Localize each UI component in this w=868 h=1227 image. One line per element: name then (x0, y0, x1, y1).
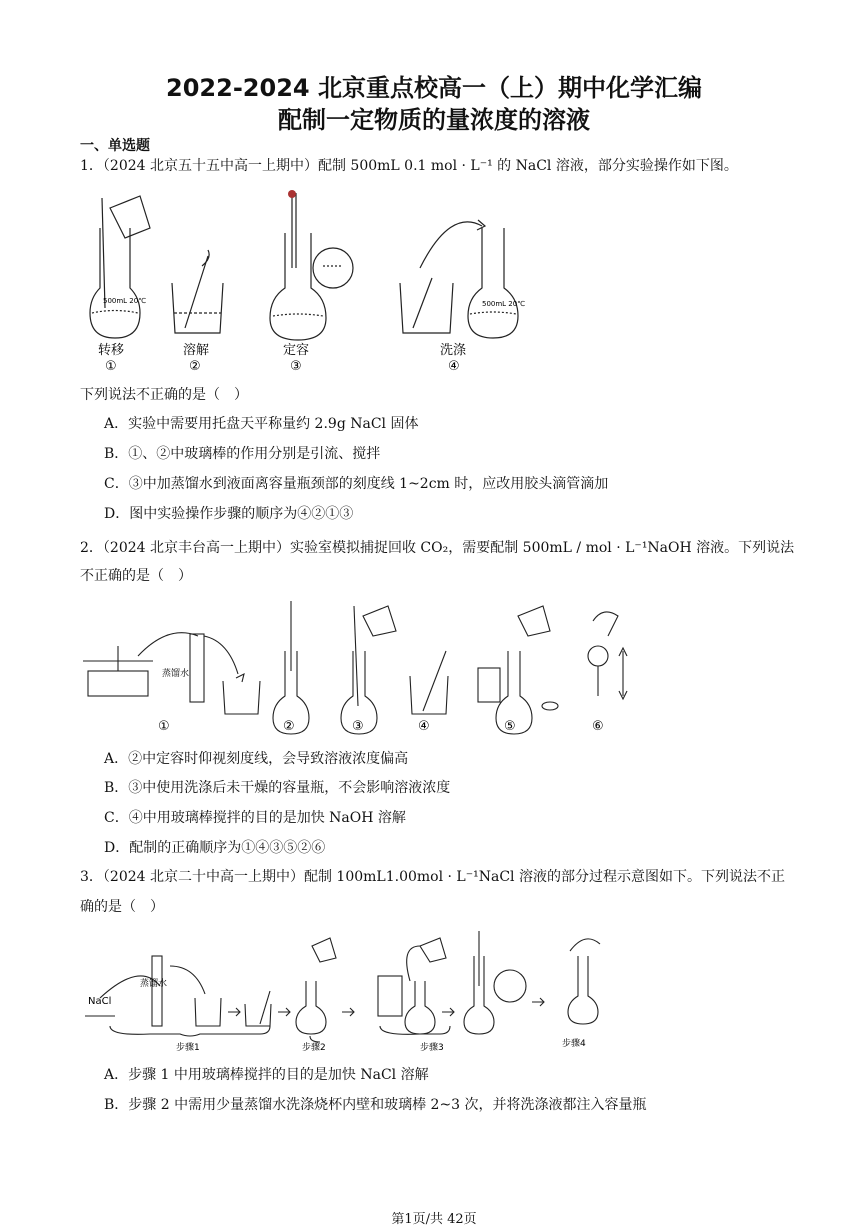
q2-figure (78, 596, 638, 736)
q1-figure (80, 188, 526, 374)
q3-fig-nacl: NaCl (88, 996, 112, 1007)
q2-option-b: B．③中使用洗涤后未干燥的容量瓶，不会影响溶液浓度 (104, 780, 451, 796)
q1-option-d: D．图中实验操作步骤的顺序为④②①③ (104, 506, 354, 522)
q1-fig-label-1: 转移 (98, 343, 125, 358)
q2-fig-num-1: ① (158, 719, 170, 734)
q2-option-a: A．②中定容时仰视刻度线，会导致溶液浓度偏高 (104, 751, 409, 767)
q3-stem-line2: 确的是（ ） (80, 899, 164, 915)
q2-fig-text-water: 蒸馏水 (162, 669, 190, 679)
q3-stem-line1: 3．（2024 北京二十中高一上期中）配制 100mL1.00mol · L⁻¹NaCl 溶液的部分过程示意图如下。下列说法不正 (80, 869, 785, 885)
q1-flask-label-4: 500mL 20℃ (482, 300, 526, 308)
document-subtitle: 配制一定物质的量浓度的溶液 (278, 106, 590, 134)
q2-option-d: D．配制的正确顺序为①④③⑤②⑥ (104, 840, 326, 856)
q3-option-b: B．步骤 2 中需用少量蒸馏水洗涤烧杯内壁和玻璃棒 2~3 次，并将洗涤液都注入容量瓶 (104, 1097, 647, 1113)
q2-option-c: C．④中用玻璃棒搅拌的目的是加快 NaOH 溶解 (104, 810, 406, 826)
q3-fig-step3: 步骤3 (420, 1043, 444, 1053)
q2-stem-line1: 2．（2024 北京丰台高一上期中）实验室模拟捕捉回收 CO₂，需要配制 500mL / mol · L⁻¹NaOH 溶液。下列说法 (80, 540, 795, 556)
q1-fig-label-2: 溶解 (183, 343, 210, 358)
q2-fig-num-6: ⑥ (592, 719, 604, 734)
q3-fig-step1: 步骤1 (176, 1043, 200, 1053)
q2-fig-num-5: ⑤ (504, 719, 516, 734)
q1-prompt: 下列说法不正确的是（ ） (80, 387, 248, 403)
q2-stem-line2: 不正确的是（ ） (80, 568, 192, 584)
q1-stem: 1．（2024 北京五十五中高一上期中）配制 500mL 0.1 mol · L⁻¹ 的 NaCl 溶液，部分实验操作如下图。 (80, 158, 738, 174)
q3-fig-step2: 步骤2 (302, 1043, 326, 1053)
q1-fig-label-4: 洗涤 (440, 343, 467, 358)
q1-fig-num-1: ① (105, 359, 117, 374)
q3-fig-step4: 步骤4 (562, 1039, 586, 1049)
q1-fig-label-3: 定容 (283, 343, 310, 358)
section-heading: 一、单选题 (80, 138, 150, 154)
document-title: 2022-2024 北京重点校高一（上）期中化学汇编 (166, 74, 702, 102)
q1-option-c: C．③中加蒸馏水到液面离容量瓶颈部的刻度线 1~2cm 时，应改用胶头滴管滴加 (104, 476, 609, 492)
q2-fig-num-4: ④ (418, 719, 430, 734)
q2-fig-num-3: ③ (352, 719, 364, 734)
page-footer: 第1页/共 42页 (391, 1212, 477, 1227)
q1-flask-label-1: 500mL 20℃ (103, 297, 147, 305)
q1-option-b: B．①、②中玻璃棒的作用分别是引流、搅拌 (104, 446, 381, 462)
q1-fig-num-2: ② (189, 359, 201, 374)
q1-fig-num-3: ③ (290, 359, 302, 374)
q1-fig-num-4: ④ (448, 359, 460, 374)
q3-fig-water: 蒸馏水 (140, 979, 168, 989)
q3-option-a: A．步骤 1 中用玻璃棒搅拌的目的是加快 NaCl 溶解 (104, 1067, 429, 1083)
q3-figure (80, 926, 620, 1058)
q1-option-a: A．实验中需要用托盘天平称量约 2.9g NaCl 固体 (104, 416, 419, 432)
q2-fig-num-2: ② (283, 719, 295, 734)
